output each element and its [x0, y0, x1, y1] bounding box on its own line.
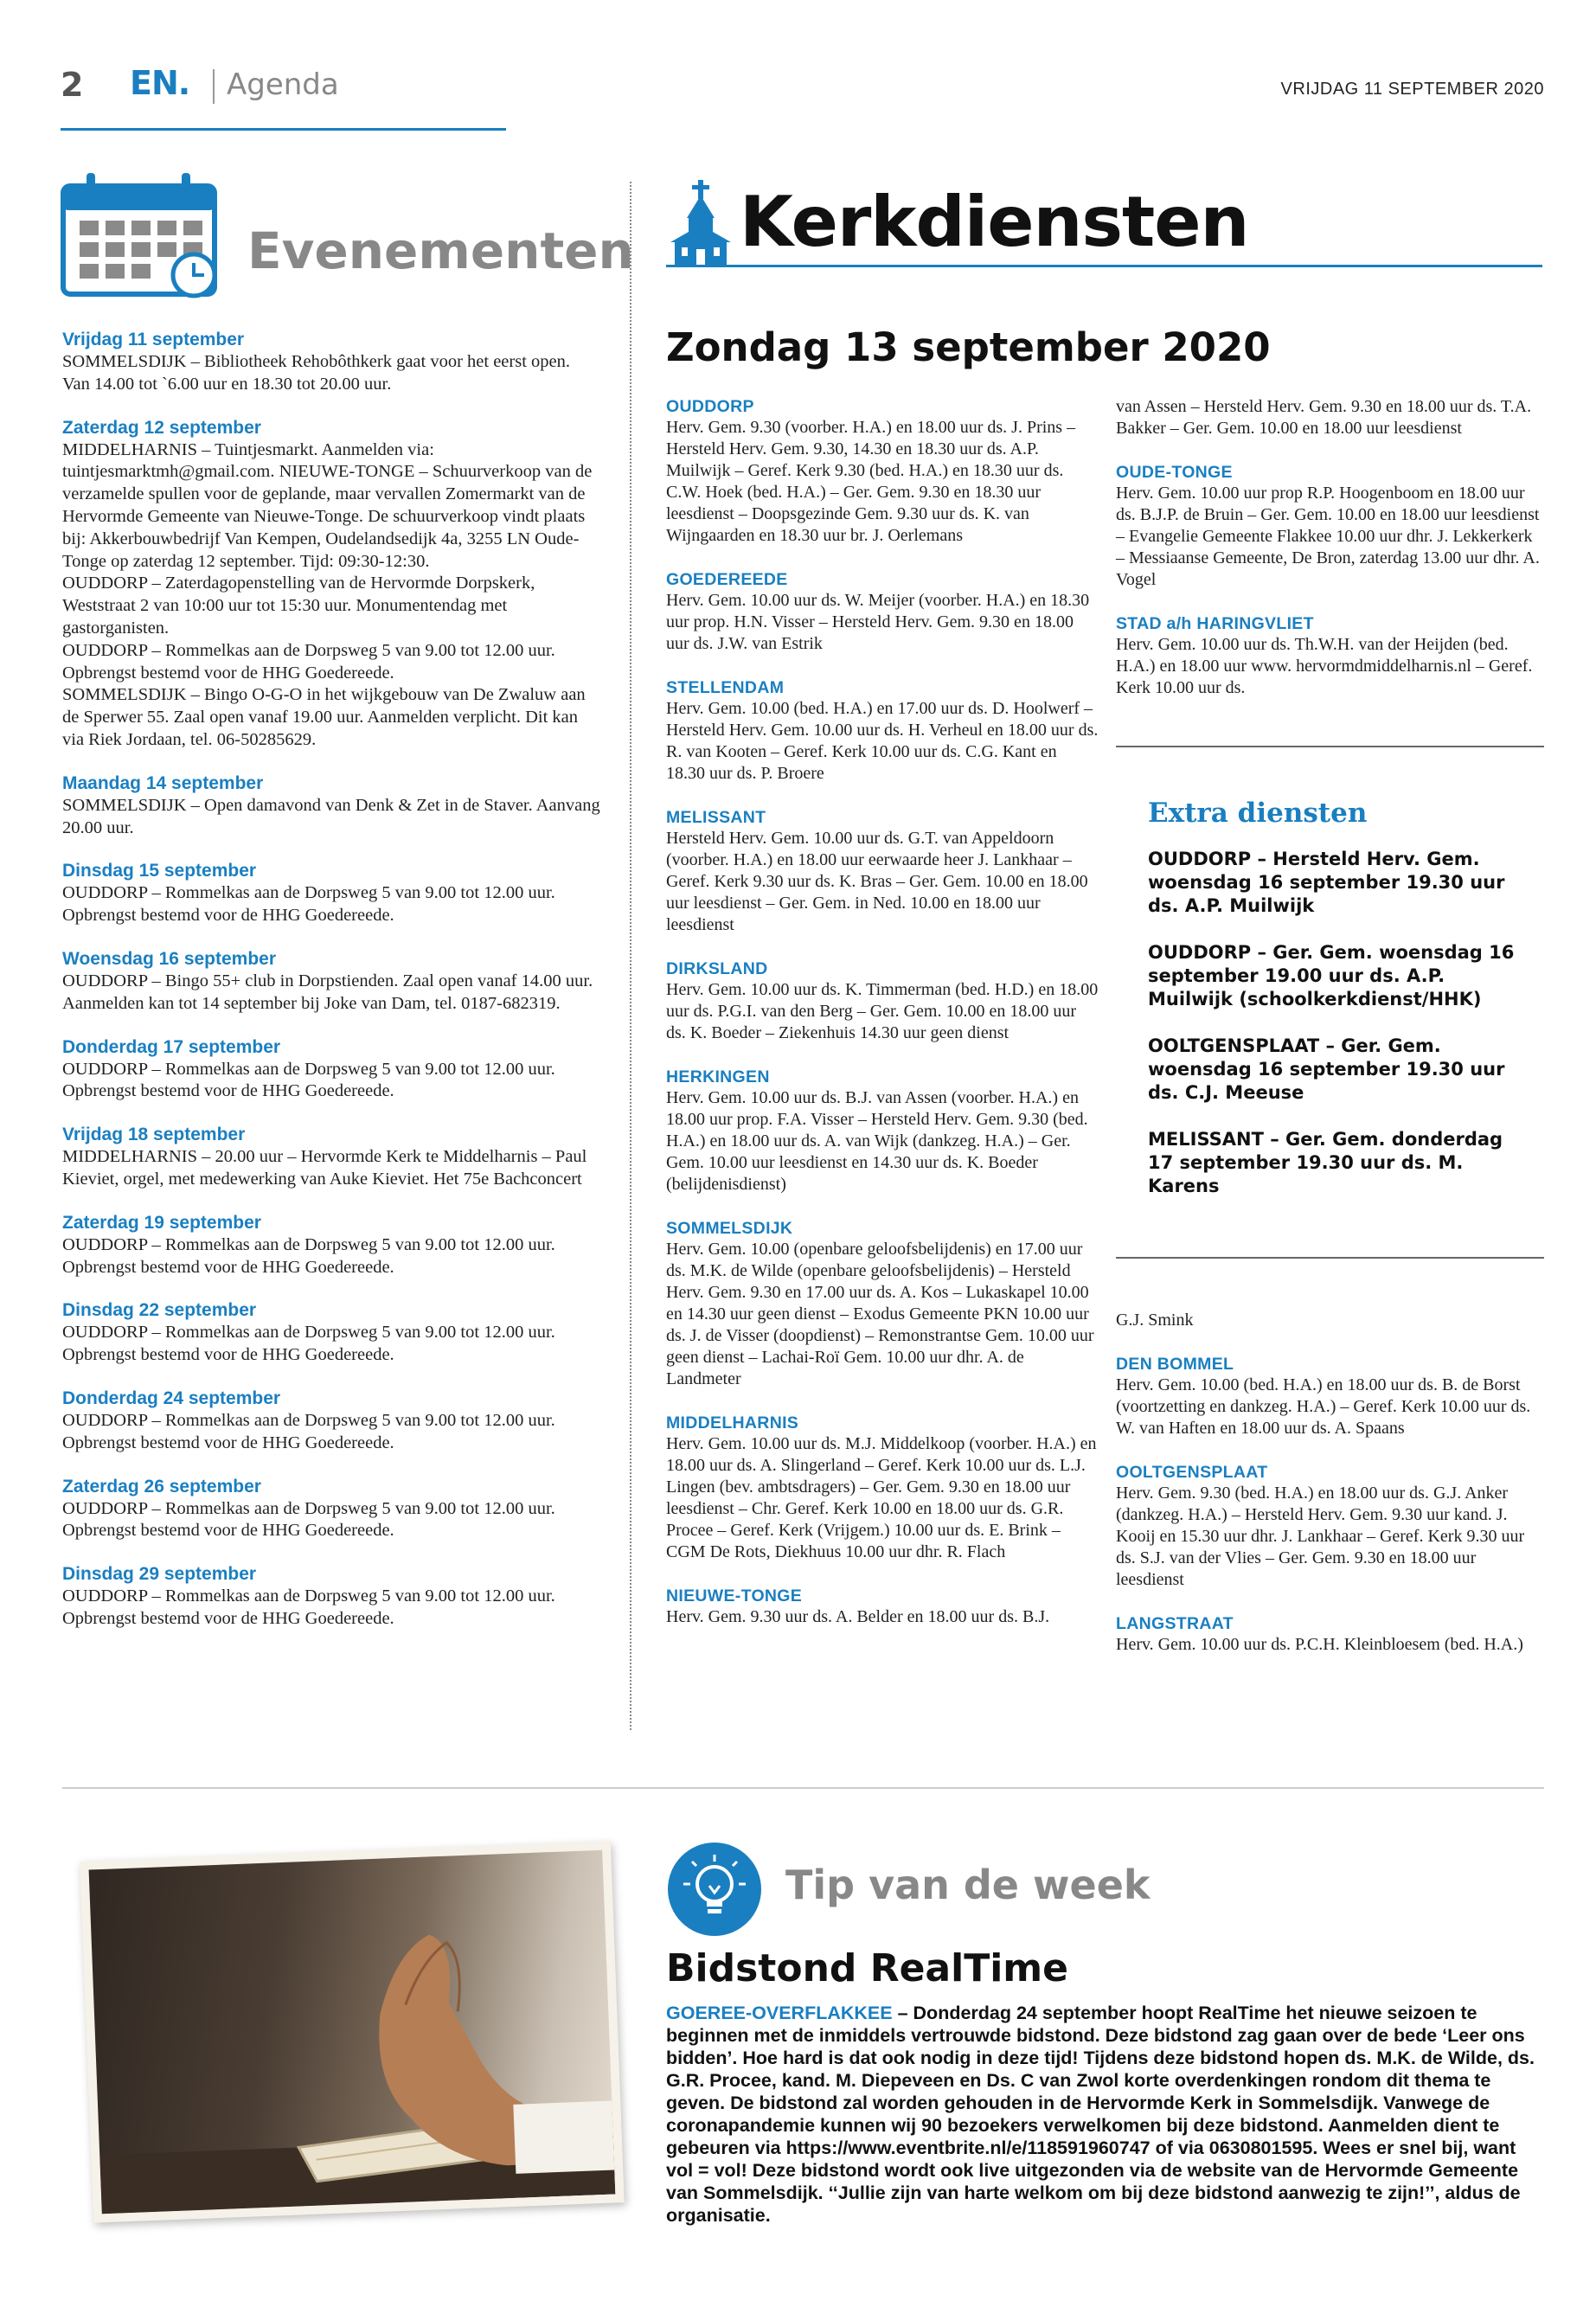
service-text: Herv. Gem. 9.30 (voorber. H.A.) en 18.00 uur ds. J. Prins – Hersteld Herv. Gem. 9.30, 14.30 en 18.30 uur ds. A.P. Muilwijk – Geref. Kerk 9.30 (bed. H.A.) en 18.30 uur ds. C.W. Hoek (bed. H.A.) – Ger. Gem. 9.30 en 18.30 uur leesdienst – Doopsgezinde Gem. 9.30 uur ds. K. van Wijngaarden en 18.30 uur br. J. Oerlemans — [666, 418, 1076, 545]
event-date: Vrijdag 11 september — [62, 330, 245, 349]
services-column-1 — [666, 396, 1099, 1650]
service-entry — [1116, 1354, 1544, 1439]
kerk-rule — [666, 265, 1542, 267]
section-name: Agenda — [227, 67, 339, 102]
service-text: Herv. Gem. 10.00 uur ds. K. Timmerman (bed. H.D.) en 18.00 uur ds. P.G.I. van den Berg – Ger. Gem. 10.00 en 18.00 uur ds. K. Boeder – Ziekenhuis 14.30 uur geen dienst — [666, 980, 1099, 1042]
service-entry — [666, 677, 1099, 785]
event-date: Zaterdag 26 september — [62, 1476, 261, 1497]
column-divider — [630, 182, 631, 1730]
extra-diensten-title: Extra diensten — [1148, 798, 1368, 829]
event-text: MIDDELHARNIS – Tuintjesmarkt. Aanmelden via: tuintjesmarktmh@gmail.com. NIEUWE-TONGE – Schuurverkoop van de verzamelde spullen voor de geplande, maar vervallen Zomermarkt van de Hervormde Gemeente van Nieuwe-Tonge. De schuurverkoop vindt plaats bij: Akkerbouwbedrijf Van Kempen, Oudelandsedijk 4a, 3255 LN Oude-Tonge op zaterdag 12 september. Tijd: 09:30-12:30. OUDDORP – Zaterdagopenstelling van de Hervormde Dorpskerk, Weststraat 2 van 10:00 uur tot 15:30 uur. Monumentendag met gastorganisten. OUDDORP – Rommelkas aan de Dorpsweg 5 van 9.00 tot 12.00 uur. Opbrengst bestemd voor de HHG Goedereede. SOMMELSDIJK – Bingo O-G-O in het wijkgebouw van De Zwaluw aan de Sperwer 55. Zaal open vanaf 19.00 uur. Aanmelden verplicht. Dit kan via Riek Jordaan, tel. 06-50285629. — [62, 439, 593, 749]
event-item — [62, 772, 600, 840]
bidstond-article — [666, 2002, 1542, 2227]
lightbulb-icon — [668, 1843, 761, 1936]
service-entry — [1116, 1310, 1544, 1331]
services-column-2-bottom — [1116, 1310, 1544, 1678]
service-place: HERKINGEN — [666, 1067, 770, 1086]
event-item — [62, 417, 600, 752]
service-place: SOMMELSDIJK — [666, 1219, 793, 1238]
calendar-icon — [61, 173, 225, 307]
praying-hands-photo — [80, 1841, 625, 2222]
event-date: Dinsdag 29 september — [62, 1564, 257, 1585]
service-place: DIRKSLAND — [666, 959, 768, 978]
service-place: LANGSTRAAT — [1116, 1614, 1234, 1633]
sunday-heading: Zondag 13 september 2020 — [666, 324, 1271, 370]
service-text: Herv. Gem. 10.00 uur ds. P.C.H. Kleinbloesem (bed. H.A.) — [1116, 1635, 1523, 1654]
service-text: G.J. Smink — [1116, 1311, 1194, 1330]
service-place: DEN BOMMEL — [1116, 1355, 1234, 1374]
event-text: OUDDORP – Rommelkas aan de Dorpsweg 5 van 9.00 tot 12.00 uur. Opbrengst bestemd voor de HHG Goedereede. — [62, 1234, 555, 1277]
event-date: Dinsdag 22 september — [62, 1300, 257, 1321]
event-item — [62, 1124, 600, 1191]
en-logo: EN. — [130, 64, 190, 102]
services-column-2-top — [1116, 396, 1544, 721]
service-entry — [1116, 462, 1544, 591]
article-body: – Donderdag 24 september hoopt RealTime het nieuwe seizoen te beginnen met de inmiddels vertrouwde bidstond. Deze bidstond zag gaan over de bede ‘Leer ons bidden’. Hoe hard is dat ook nodig in deze tijd! Tijdens deze bidstond hopen ds. M.K. de Wilde, ds. G.R. Procee, kand. M. Diepeveen en Ds. C van Zwol korte overdenkingen rondom dit thema te geven. De bidstond zal worden gehouden in de Hervormde Kerk in Sommelsdijk. Vanwege de coronapandemie kunnen wij 90 bezoekers verwelkomen bij deze bidstond. Aanmelden dient te gebeuren via https://www.eventbrite.nl/e/118591960747 of via 0630801595. Wees er snel bij, want vol = vol! Deze bidstond wordt ook live uitgezonden via de website van de Hervormde Gemeente van Sommelsdijk. ‘‘Jullie zijn van harte welkom om bij deze bidstond aanwezig te zijn!’’, aldus de organisatie. — [666, 2003, 1535, 2226]
event-item — [62, 948, 600, 1016]
event-text: OUDDORP – Rommelkas aan de Dorpsweg 5 van 9.00 tot 12.00 uur. Opbrengst bestemd voor de HHG Goedereede. — [62, 1498, 555, 1541]
service-place: MIDDELHARNIS — [666, 1413, 799, 1433]
service-entry — [666, 1586, 1099, 1628]
service-text: Herv. Gem. 10.00 uur ds. B.J. van Assen (voorber. H.A.) en 18.00 uur prop. F.A. Visser – Hersteld Herv. Gem. 9.30 (bed. H.A.) en 18.00 uur ds. A. van Wijk (dankzeg. H.A.) – Ger. Gem. 10.00 uur leesdienst en 14.30 uur ds. K. Boeder (belijdenisdienst) — [666, 1088, 1088, 1194]
service-place: OUDDORP — [666, 397, 754, 416]
kerkdiensten-title: Kerkdiensten — [740, 182, 1249, 262]
event-date: Woensdag 16 september — [62, 948, 277, 969]
service-text: Herv. Gem. 10.00 (openbare geloofsbelijdenis) en 17.00 uur ds. M.K. de Wilde (openbare geloofsbelijdenis) – Hersteld Herv. Gem. 9.30 en 17.00 uur ds. A. Kos – Lukaskapel 10.00 en 14.30 uur geen dienst – Exodus Gemeente PKN 10.00 uur ds. J. de Visser (doopdienst) – Remonstrantse Gem. 10.00 uur geen dienst – Lachai-Roï Gem. 10.00 uur dhr. A. de Landmeter — [666, 1240, 1094, 1388]
page-number: 2 — [61, 66, 84, 104]
event-date: Vrijdag 18 september — [62, 1125, 246, 1145]
issue-date: VRIJDAG 11 SEPTEMBER 2020 — [1280, 80, 1544, 99]
service-place: OOLTGENSPLAAT — [1116, 1463, 1268, 1482]
service-entry — [1116, 1613, 1544, 1656]
event-item — [62, 1036, 600, 1104]
service-place: NIEUWE-TONGE — [666, 1586, 803, 1606]
service-place: STAD a/h HARINGVLIET — [1116, 614, 1314, 633]
event-date: Donderdag 24 september — [62, 1388, 281, 1408]
event-text: SOMMELSDIJK – Bibliotheek Rehobôthkerk gaat voor het eerst open. Van 14.00 tot `6.00 uur en 18.30 tot 20.00 uur. — [62, 352, 571, 394]
event-date: Dinsdag 15 september — [62, 861, 257, 881]
event-item — [62, 329, 600, 396]
event-item — [62, 1212, 600, 1279]
header-separator — [213, 69, 215, 104]
service-entry — [1116, 1462, 1544, 1591]
service-entry — [666, 1067, 1099, 1195]
service-text: Herv. Gem. 9.30 (bed. H.A.) en 18.00 uur ds. G.J. Anker (dankzeg. H.A.) – Hersteld Herv. Gem. 9.30 uur kand. J. Kooij en 15.30 uur dhr. J. Lankhaar – Geref. Kerk 9.30 uur ds. S.J. van der Vlies – Ger. Gem. 9.30 en 18.00 uur leesdienst — [1116, 1484, 1525, 1589]
service-text: van Assen – Hersteld Herv. Gem. 9.30 en 18.00 uur ds. T.A. Bakker – Ger. Gem. 10.00 en 18.00 uur leesdienst — [1116, 397, 1532, 438]
service-text: Herv. Gem. 10.00 uur ds. Th.W.H. van der Heijden (bed. H.A.) en 18.00 uur www. hervormdmiddelharnis.nl – Geref. Kerk 10.00 uur ds. — [1116, 635, 1533, 697]
service-place: STELLENDAM — [666, 678, 785, 697]
tip-van-de-week-label: Tip van de week — [785, 1862, 1151, 1908]
extra-service: OUDDORP – Ger. Gem. woensdag 16 september 19.00 uur ds. A.P. Muilwijk (schoolkerkdienst/HHK) — [1148, 942, 1515, 1009]
service-text: Hersteld Herv. Gem. 10.00 uur ds. G.T. van Appeldoorn (voorber. H.A.) en 18.00 uur eerwaarde heer J. Lankhaar – Geref. Kerk 9.30 uur ds. K. Bras – Ger. Gem. 10.00 en 18.00 uur leesdienst – Ger. Gem. in Ned. 10.00 en 18.00 uur leesdienst — [666, 829, 1088, 934]
extra-box-bottom-rule — [1116, 1257, 1544, 1259]
evenementen-title: Evenementen — [247, 221, 634, 280]
evenementen-list — [62, 329, 600, 1651]
event-text: OUDDORP – Rommelkas aan de Dorpsweg 5 van 9.00 tot 12.00 uur. Opbrengst bestemd voor de HHG Goedereede. — [62, 1059, 555, 1101]
event-text: OUDDORP – Rommelkas aan de Dorpsweg 5 van 9.00 tot 12.00 uur. Opbrengst bestemd voor de HHG Goedereede. — [62, 1410, 555, 1452]
event-date: Donderdag 17 september — [62, 1036, 281, 1057]
service-place: MELISSANT — [666, 808, 766, 827]
event-item — [62, 1476, 600, 1543]
service-place: OUDE-TONGE — [1116, 463, 1233, 482]
service-entry — [666, 569, 1099, 655]
extra-box-top-rule — [1116, 746, 1544, 747]
event-date: Zaterdag 12 september — [62, 417, 261, 438]
event-item — [62, 1388, 600, 1455]
event-text: OUDDORP – Rommelkas aan de Dorpsweg 5 van 9.00 tot 12.00 uur. Opbrengst bestemd voor de HHG Goedereede. — [62, 1323, 555, 1365]
service-entry — [666, 807, 1099, 936]
section-divider — [62, 1787, 1544, 1789]
service-entry — [666, 1218, 1099, 1390]
bidstond-title: Bidstond RealTime — [666, 1946, 1068, 1990]
service-entry — [666, 396, 1099, 547]
event-date: Maandag 14 september — [62, 772, 264, 793]
church-icon — [666, 180, 735, 271]
service-place: GOEDEREEDE — [666, 570, 788, 589]
extra-service: MELISSANT – Ger. Gem. donderdag 17 september 19.30 uur ds. M. Karens — [1148, 1129, 1503, 1196]
event-text: MIDDELHARNIS – 20.00 uur – Hervormde Kerk te Middelharnis – Paul Kieviet, orgel, met medewerking van Auke Kieviet. Het 75e Bachconcert — [62, 1147, 587, 1189]
event-text: OUDDORP – Bingo 55+ club in Dorpstienden. Zaal open vanaf 14.00 uur. Aanmelden kan tot 14 september bij Joke van Dam, tel. 0187-682319. — [62, 971, 593, 1013]
service-text: Herv. Gem. 10.00 (bed. H.A.) en 18.00 uur ds. B. de Borst (voortzetting en dankzeg. H.A.) – Geref. Kerk 10.00 uur ds. W. van Haften en 18.00 uur ds. A. Spaans — [1116, 1375, 1531, 1438]
service-text: Herv. Gem. 10.00 uur ds. W. Meijer (voorber. H.A.) en 18.30 uur prop. H.N. Visser – Hersteld Herv. Gem. 9.30 en 18.00 uur ds. J.W. van Estrik — [666, 591, 1090, 653]
event-item — [62, 860, 600, 927]
extra-service: OUDDORP – Hersteld Herv. Gem. woensdag 16 september 19.30 uur ds. A.P. Muilwijk — [1148, 849, 1505, 916]
service-text: Herv. Gem. 10.00 (bed. H.A.) en 17.00 uur ds. D. Hoolwerf – Hersteld Herv. Gem. 10.00 uur ds. H. Verheul en 18.00 uur ds. R. van Kooten – Geref. Kerk 10.00 uur ds. C.G. Kant en 18.30 uur ds. P. Broere — [666, 699, 1099, 783]
service-text: Herv. Gem. 10.00 uur ds. M.J. Middelkoop (voorber. H.A.) en 18.00 uur ds. A. Slingerland – Geref. Kerk 10.00 uur ds. L.J. Lingen (bev. ambtsdragers) – Ger. Gem. 9.30 en 18.00 uur leesdienst – Chr. Geref. Kerk 10.00 en 18.00 uur ds. G.R. Procee – Geref. Kerk (Vrijgem.) 10.00 uur ds. E. Brink – CGM De Rots, Diekhuus 10.00 uur dhr. R. Flach — [666, 1434, 1097, 1561]
service-entry — [666, 958, 1099, 1044]
event-text: OUDDORP – Rommelkas aan de Dorpsweg 5 van 9.00 tot 12.00 uur. Opbrengst bestemd voor de HHG Goedereede. — [62, 883, 555, 926]
event-text: OUDDORP – Rommelkas aan de Dorpsweg 5 van 9.00 tot 12.00 uur. Opbrengst bestemd voor de HHG Goedereede. — [62, 1586, 555, 1628]
header-rule — [61, 128, 506, 131]
extra-diensten-list — [1148, 848, 1529, 1221]
service-text: Herv. Gem. 9.30 uur ds. A. Belder en 18.00 uur ds. B.J. — [666, 1607, 1050, 1626]
service-entry — [1116, 396, 1544, 439]
service-entry — [1116, 613, 1544, 699]
event-item — [62, 1299, 600, 1367]
event-date: Zaterdag 19 september — [62, 1212, 261, 1233]
extra-service: OOLTGENSPLAAT – Ger. Gem. woensdag 16 september 19.30 uur ds. C.J. Meeuse — [1148, 1035, 1505, 1103]
event-text: SOMMELSDIJK – Open damavond van Denk & Zet in de Staver. Aanvang 20.00 uur. — [62, 795, 600, 837]
service-text: Herv. Gem. 10.00 uur prop R.P. Hoogenboom en 18.00 uur ds. B.J.P. de Bruin – Ger. Gem. 10.00 en 18.00 uur leesdienst – Evangelie Gemeente Flakkee 10.00 uur dhr. J. Lekkerkerk – Messiaanse Gemeente, De Bron, zaterdag 13.00 uur dhr. A. Vogel — [1116, 484, 1540, 589]
article-dateline: GOEREE-OVERFLAKKEE — [666, 2003, 893, 2023]
event-item — [62, 1563, 600, 1631]
service-entry — [666, 1413, 1099, 1563]
